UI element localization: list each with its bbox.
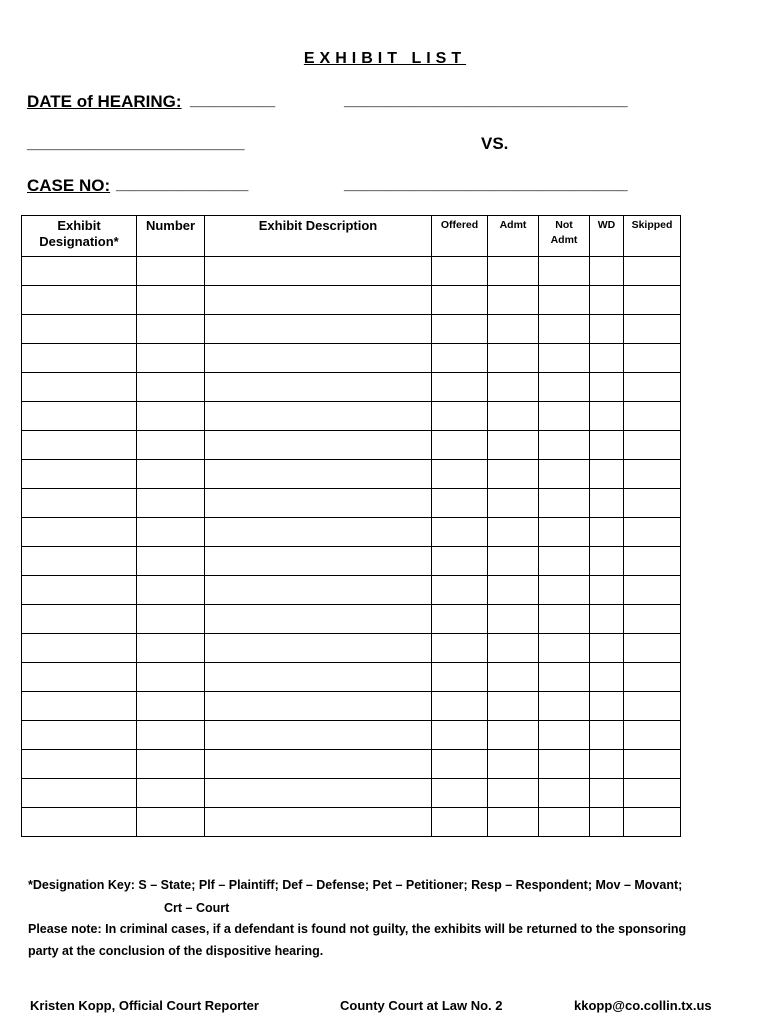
designation-key-line1: *Designation Key: S – State; Plf – Plaintiff; Def – Defense; Pet – Petitioner; Resp – Respondent; Mov – Movant; (28, 878, 683, 892)
cell-offered[interactable] (432, 663, 488, 692)
cell-skipped[interactable] (624, 373, 681, 402)
cell-admt[interactable] (488, 315, 539, 344)
cell-offered[interactable] (432, 808, 488, 837)
cell-skipped[interactable] (624, 634, 681, 663)
cell-description[interactable] (205, 431, 432, 460)
cell-not-admt[interactable] (539, 460, 590, 489)
cell-number[interactable] (137, 402, 205, 431)
cell-description[interactable] (205, 692, 432, 721)
cell-not-admt[interactable] (539, 605, 590, 634)
cell-number[interactable] (137, 460, 205, 489)
cell-designation[interactable] (22, 576, 137, 605)
table-body (22, 257, 681, 837)
cell-description[interactable] (205, 402, 432, 431)
cell-wd[interactable] (590, 373, 624, 402)
cell-designation[interactable] (22, 286, 137, 315)
cell-admt[interactable] (488, 286, 539, 315)
cell-wd[interactable] (590, 344, 624, 373)
cell-offered[interactable] (432, 402, 488, 431)
table-row (22, 576, 681, 605)
table-row (22, 518, 681, 547)
cell-offered[interactable] (432, 257, 488, 286)
cell-number[interactable] (137, 547, 205, 576)
col-header-designation-line2: Designation* (39, 234, 119, 249)
cell-offered[interactable] (432, 460, 488, 489)
cell-designation[interactable] (22, 605, 137, 634)
cell-number[interactable] (137, 286, 205, 315)
cell-wd[interactable] (590, 431, 624, 460)
cell-admt[interactable] (488, 460, 539, 489)
cell-description[interactable] (205, 547, 432, 576)
cell-not-admt[interactable] (539, 750, 590, 779)
cell-number[interactable] (137, 721, 205, 750)
cell-offered[interactable] (432, 605, 488, 634)
col-header-skipped: Skipped (624, 216, 681, 257)
cell-designation[interactable] (22, 779, 137, 808)
cell-wd[interactable] (590, 779, 624, 808)
cell-wd[interactable] (590, 257, 624, 286)
cell-admt[interactable] (488, 634, 539, 663)
cell-description[interactable] (205, 750, 432, 779)
table-row (22, 605, 681, 634)
table-row (22, 692, 681, 721)
cell-admt[interactable] (488, 605, 539, 634)
cell-offered[interactable] (432, 489, 488, 518)
col-header-number: Number (137, 216, 205, 257)
cell-not-admt[interactable] (539, 315, 590, 344)
table-row (22, 808, 681, 837)
cell-skipped[interactable] (624, 518, 681, 547)
cell-skipped[interactable] (624, 576, 681, 605)
cell-description[interactable] (205, 257, 432, 286)
cell-offered[interactable] (432, 576, 488, 605)
cell-number[interactable] (137, 605, 205, 634)
table-row (22, 460, 681, 489)
cell-admt[interactable] (488, 750, 539, 779)
cell-offered[interactable] (432, 779, 488, 808)
table-row (22, 489, 681, 518)
table-row (22, 634, 681, 663)
cell-designation[interactable] (22, 257, 137, 286)
cell-offered[interactable] (432, 344, 488, 373)
cell-offered[interactable] (432, 518, 488, 547)
footer-court: County Court at Law No. 2 (340, 998, 503, 1013)
cell-admt[interactable] (488, 518, 539, 547)
cell-designation[interactable] (22, 431, 137, 460)
cell-not-admt[interactable] (539, 808, 590, 837)
cell-description[interactable] (205, 808, 432, 837)
table-row (22, 257, 681, 286)
cell-wd[interactable] (590, 721, 624, 750)
cell-skipped[interactable] (624, 605, 681, 634)
col-header-not-admt (539, 216, 590, 257)
table-row (22, 315, 681, 344)
cell-number[interactable] (137, 344, 205, 373)
col-header-designation (22, 216, 137, 257)
cell-description[interactable] (205, 634, 432, 663)
cell-description[interactable] (205, 286, 432, 315)
cell-designation[interactable] (22, 692, 137, 721)
cell-admt[interactable] (488, 721, 539, 750)
cell-admt[interactable] (488, 663, 539, 692)
cell-skipped[interactable] (624, 402, 681, 431)
cell-not-admt[interactable] (539, 779, 590, 808)
cell-number[interactable] (137, 779, 205, 808)
cell-skipped[interactable] (624, 344, 681, 373)
cell-not-admt[interactable] (539, 518, 590, 547)
cell-description[interactable] (205, 663, 432, 692)
cell-description[interactable] (205, 605, 432, 634)
cell-skipped[interactable] (624, 315, 681, 344)
cell-skipped[interactable] (624, 663, 681, 692)
cell-number[interactable] (137, 663, 205, 692)
cell-number[interactable] (137, 489, 205, 518)
cell-designation[interactable] (22, 721, 137, 750)
cell-admt[interactable] (488, 808, 539, 837)
cell-description[interactable] (205, 315, 432, 344)
cell-wd[interactable] (590, 489, 624, 518)
cell-skipped[interactable] (624, 692, 681, 721)
table-header-row (22, 216, 681, 257)
cell-description[interactable] (205, 779, 432, 808)
cell-wd[interactable] (590, 634, 624, 663)
please-note-line2: party at the conclusion of the dispositive hearing. (28, 944, 324, 958)
cell-designation[interactable] (22, 402, 137, 431)
date-of-hearing-label: DATE of HEARING: (27, 92, 182, 111)
cell-number[interactable] (137, 750, 205, 779)
cell-not-admt[interactable] (539, 721, 590, 750)
cell-not-admt[interactable] (539, 692, 590, 721)
cell-skipped[interactable] (624, 460, 681, 489)
table-row (22, 402, 681, 431)
cell-description[interactable] (205, 518, 432, 547)
cell-number[interactable] (137, 576, 205, 605)
cell-skipped[interactable] (624, 808, 681, 837)
table-row (22, 547, 681, 576)
cell-admt[interactable] (488, 547, 539, 576)
cell-designation[interactable] (22, 634, 137, 663)
cell-wd[interactable] (590, 286, 624, 315)
cell-admt[interactable] (488, 257, 539, 286)
cell-skipped[interactable] (624, 547, 681, 576)
col-header-admt: Admt (488, 216, 539, 257)
table-row (22, 721, 681, 750)
cell-admt[interactable] (488, 402, 539, 431)
cell-offered[interactable] (432, 692, 488, 721)
cell-description[interactable] (205, 460, 432, 489)
footer-reporter: Kristen Kopp, Official Court Reporter (30, 998, 259, 1013)
cell-designation[interactable] (22, 373, 137, 402)
cell-admt[interactable] (488, 692, 539, 721)
cell-skipped[interactable] (624, 257, 681, 286)
cell-admt[interactable] (488, 431, 539, 460)
cell-wd[interactable] (590, 692, 624, 721)
cell-designation[interactable] (22, 315, 137, 344)
cell-not-admt[interactable] (539, 547, 590, 576)
cell-number[interactable] (137, 431, 205, 460)
cell-admt[interactable] (488, 373, 539, 402)
table-row (22, 779, 681, 808)
party-one-field[interactable]: ______________________________ (344, 90, 628, 109)
please-note-line1: Please note: In criminal cases, if a defendant is found not guilty, the exhibits will be returned to the sponsoring (28, 922, 687, 936)
cell-designation[interactable] (22, 750, 137, 779)
cell-wd[interactable] (590, 315, 624, 344)
cell-number[interactable] (137, 692, 205, 721)
cell-offered[interactable] (432, 721, 488, 750)
cell-not-admt[interactable] (539, 489, 590, 518)
col-header-description: Exhibit Description (205, 216, 432, 257)
cell-admt[interactable] (488, 489, 539, 518)
cell-skipped[interactable] (624, 489, 681, 518)
cell-not-admt[interactable] (539, 286, 590, 315)
cell-skipped[interactable] (624, 779, 681, 808)
cell-admt[interactable] (488, 779, 539, 808)
cell-number[interactable] (137, 315, 205, 344)
cell-designation[interactable] (22, 344, 137, 373)
cell-wd[interactable] (590, 808, 624, 837)
col-header-not-admt-line1: Not (555, 219, 573, 231)
col-header-offered: Offered (432, 216, 488, 257)
table-row (22, 663, 681, 692)
cell-designation[interactable] (22, 547, 137, 576)
cell-skipped[interactable] (624, 750, 681, 779)
cell-wd[interactable] (590, 402, 624, 431)
cell-wd[interactable] (590, 750, 624, 779)
table-row (22, 750, 681, 779)
cell-number[interactable] (137, 634, 205, 663)
cell-not-admt[interactable] (539, 576, 590, 605)
cell-offered[interactable] (432, 634, 488, 663)
case-number-label: CASE NO: (27, 176, 111, 195)
cell-not-admt[interactable] (539, 663, 590, 692)
col-header-not-admt-line2: Admt (550, 234, 578, 246)
party-zero-field[interactable]: _______________________ (27, 133, 245, 152)
cell-number[interactable] (137, 518, 205, 547)
cell-admt[interactable] (488, 576, 539, 605)
cell-skipped[interactable] (624, 721, 681, 750)
table-row (22, 373, 681, 402)
cell-wd[interactable] (590, 663, 624, 692)
cell-wd[interactable] (590, 547, 624, 576)
cell-offered[interactable] (432, 547, 488, 576)
cell-description[interactable] (205, 721, 432, 750)
table-row (22, 286, 681, 315)
cell-number[interactable] (137, 373, 205, 402)
col-header-wd: WD (590, 216, 624, 257)
cell-skipped[interactable] (624, 286, 681, 315)
case-number-field[interactable]: ______________ (116, 174, 249, 193)
cell-number[interactable] (137, 808, 205, 837)
designation-key-line2: Crt – Court (164, 901, 230, 915)
cell-not-admt[interactable] (539, 373, 590, 402)
party-two-field[interactable]: ______________________________ (344, 174, 628, 193)
cell-not-admt[interactable] (539, 257, 590, 286)
cell-not-admt[interactable] (539, 344, 590, 373)
cell-offered[interactable] (432, 431, 488, 460)
cell-description[interactable] (205, 489, 432, 518)
cell-designation[interactable] (22, 489, 137, 518)
cell-wd[interactable] (590, 576, 624, 605)
cell-designation[interactable] (22, 808, 137, 837)
cell-offered[interactable] (432, 315, 488, 344)
page-title: EXHIBIT LIST (303, 50, 467, 67)
cell-designation[interactable] (22, 460, 137, 489)
cell-number[interactable] (137, 257, 205, 286)
exhibit-table (21, 215, 681, 837)
cell-description[interactable] (205, 373, 432, 402)
cell-offered[interactable] (432, 373, 488, 402)
col-header-designation-line1: Exhibit (57, 218, 101, 233)
cell-designation[interactable] (22, 518, 137, 547)
cell-skipped[interactable] (624, 431, 681, 460)
cell-not-admt[interactable] (539, 402, 590, 431)
cell-description[interactable] (205, 344, 432, 373)
cell-designation[interactable] (22, 663, 137, 692)
cell-wd[interactable] (590, 605, 624, 634)
footer-email: kkopp@co.collin.tx.us (574, 998, 712, 1013)
cell-wd[interactable] (590, 518, 624, 547)
cell-not-admt[interactable] (539, 634, 590, 663)
cell-description[interactable] (205, 576, 432, 605)
cell-offered[interactable] (432, 750, 488, 779)
table-row (22, 344, 681, 373)
cell-admt[interactable] (488, 344, 539, 373)
date-of-hearing-field[interactable]: _________ (190, 90, 276, 109)
table-row (22, 431, 681, 460)
cell-offered[interactable] (432, 286, 488, 315)
cell-not-admt[interactable] (539, 431, 590, 460)
cell-wd[interactable] (590, 460, 624, 489)
versus-label: VS. (481, 134, 509, 153)
